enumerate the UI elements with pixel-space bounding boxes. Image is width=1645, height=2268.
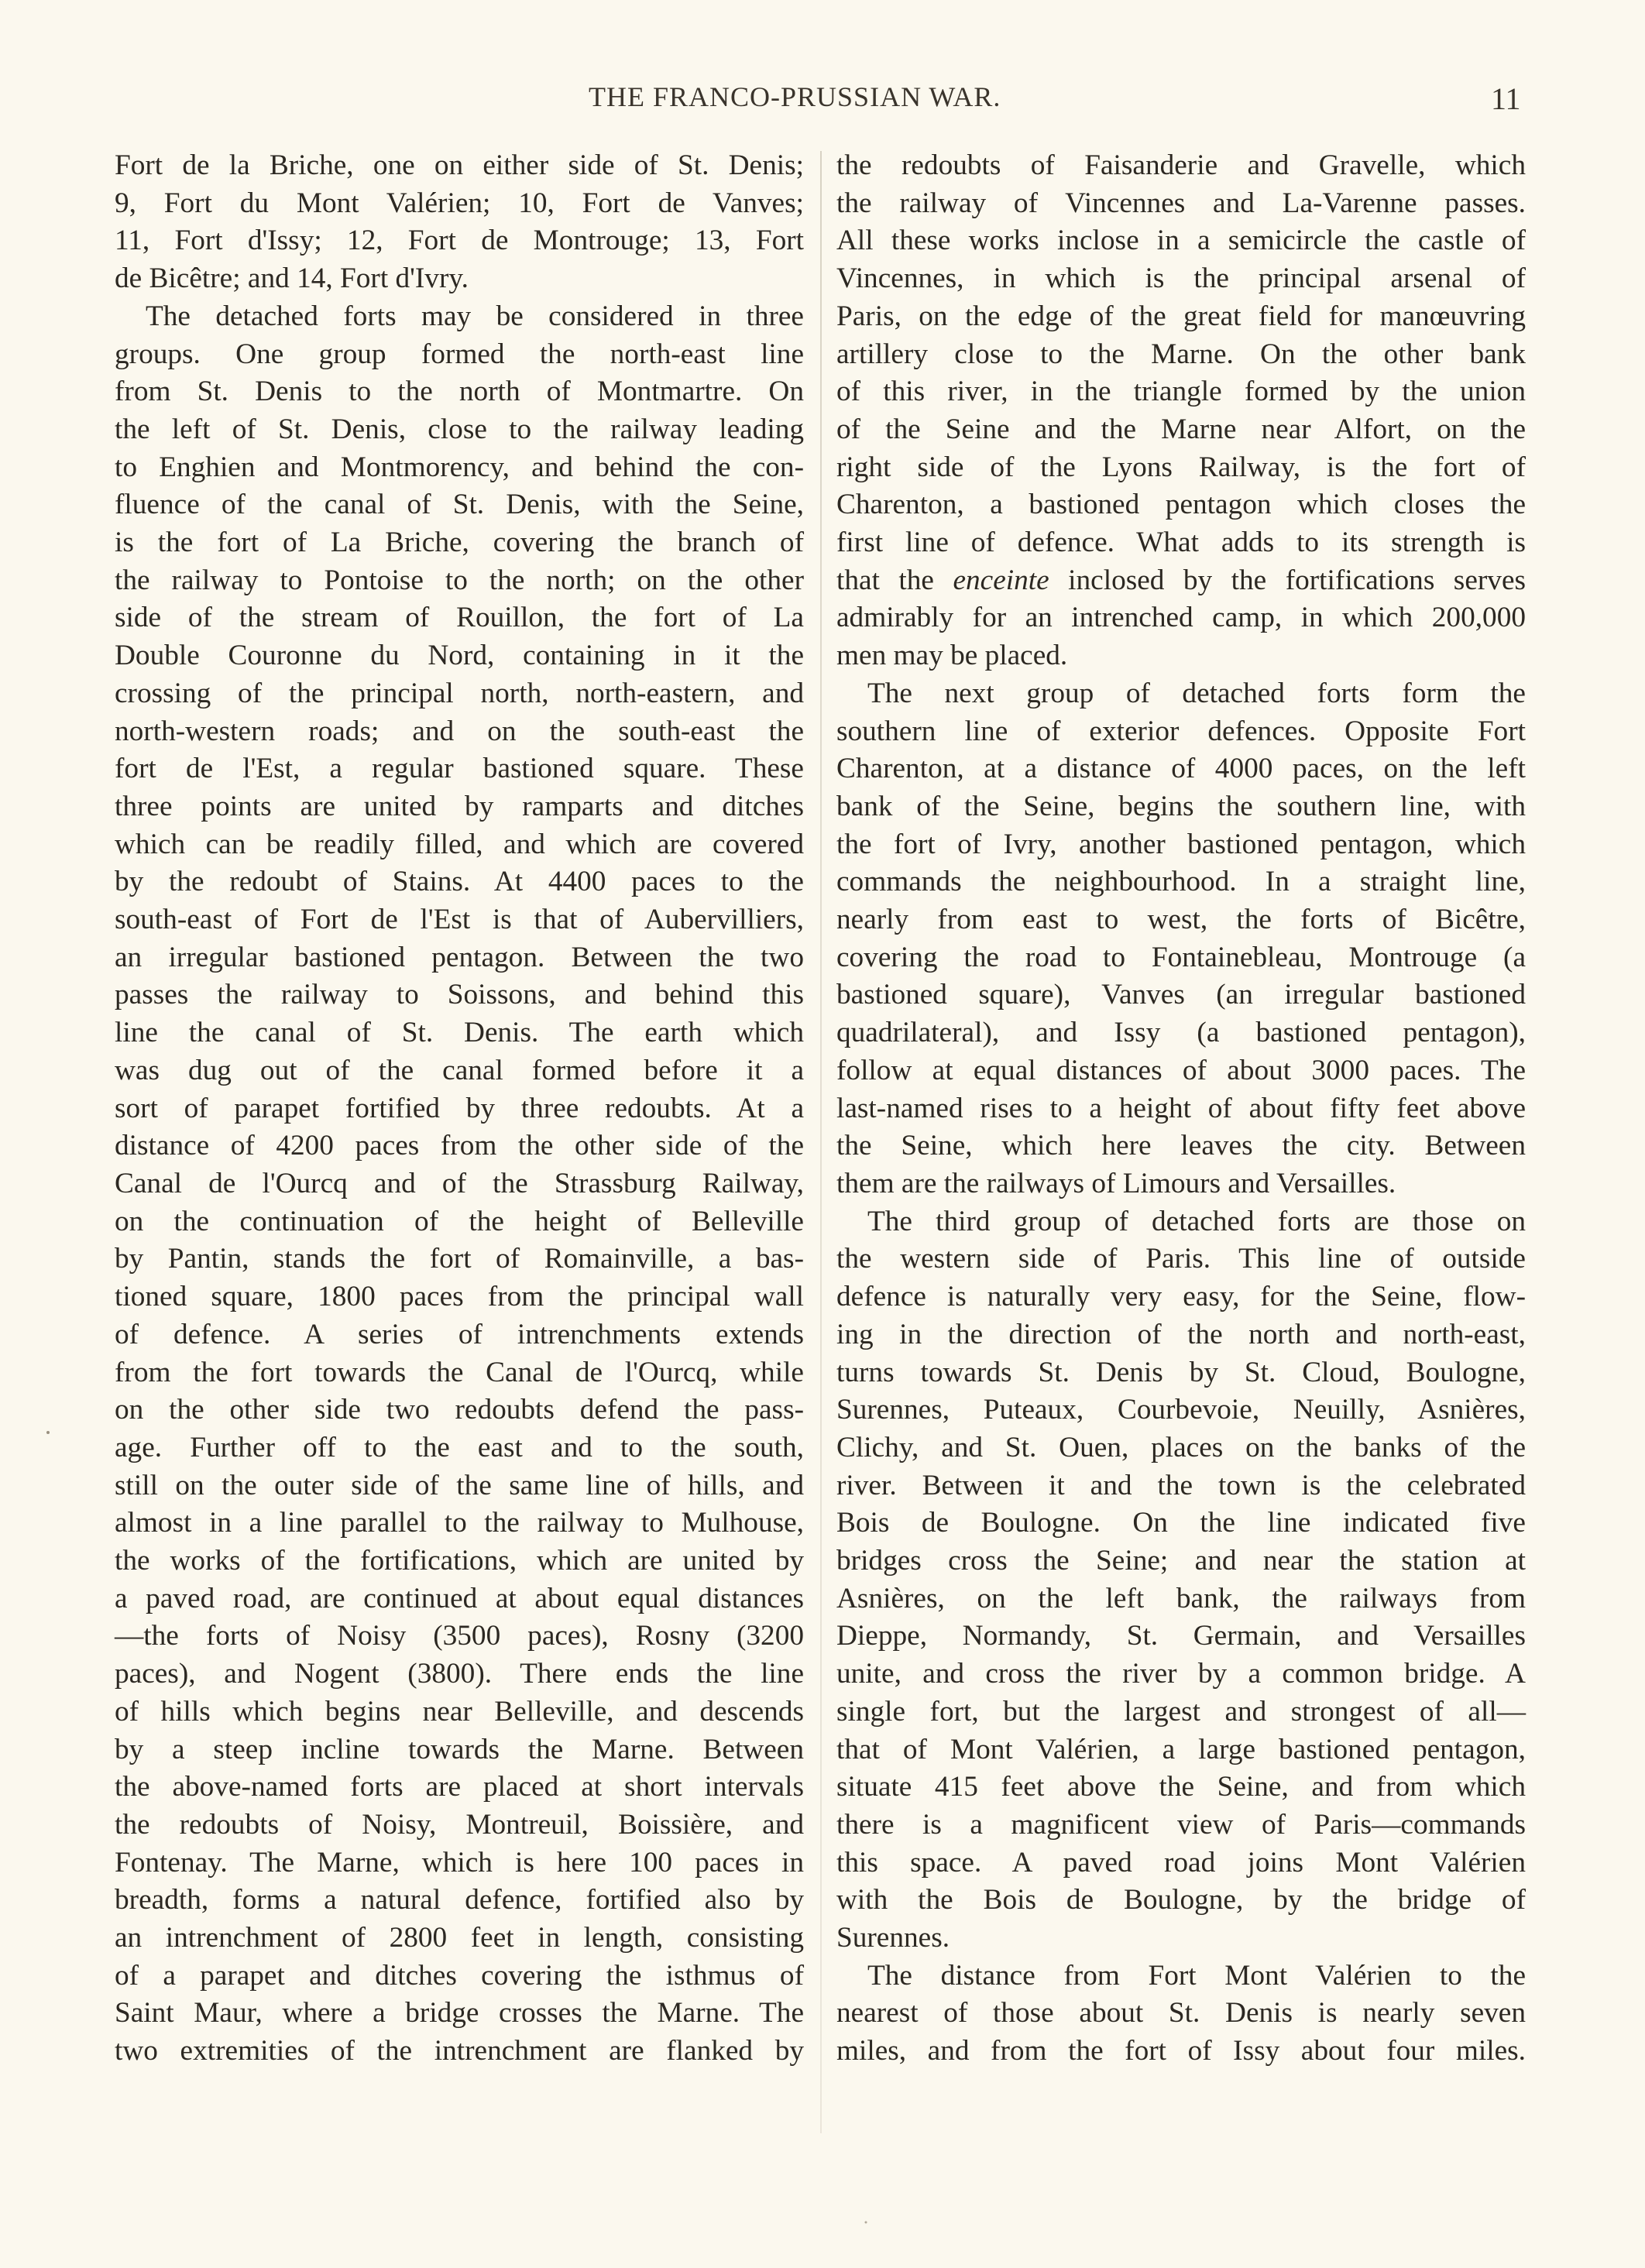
text-line: Charenton, a bastioned pentagon which closes the [836,489,1526,521]
text-line: Paris, on the edge of the great field for manœuvring [836,300,1526,332]
text-fragment: that the [836,564,934,596]
text-line: distance of 4200 paces from the other side of the [115,1130,804,1162]
page-number: 11 [1491,81,1521,116]
text-line: the left of St. Denis, close to the railway leading [115,413,804,445]
text-line: turns towards St. Denis by St. Cloud, Boulogne, [836,1356,1526,1388]
text-line: an intrenchment of 2800 feet in length, consisting [115,1922,804,1954]
text-line: south-east of Fort de l'Est is that of Aubervilliers, [115,904,804,936]
text-line: which can be readily filled, and which are covered [115,828,804,860]
text-line: Fontenay. The Marne, which is here 100 paces in [115,1846,804,1879]
text-line: Double Couronne du Nord, containing in it the [115,640,804,672]
text-line: The distance from Fort Mont Valérien to the [867,1959,1526,1992]
text-line: The next group of detached forts form the [867,677,1526,709]
text-line: sort of parapet fortified by three redoubts. At a [115,1092,804,1124]
text-fragment: inclosed by the fortifications serves [1068,564,1527,596]
text-line: the redoubts of Noisy, Montreuil, Boissière, and [115,1808,804,1841]
text-line: bridges cross the Seine; and near the station at [836,1545,1526,1577]
text-line: river. Between it and the town is the celebrated [836,1469,1526,1501]
text-line: the railway to Pontoise to the north; on the other [115,564,804,596]
text-line: by the redoubt of Stains. At 4400 paces to the [115,866,804,898]
text-line: to Enghien and Montmorency, and behind the con- [115,451,804,483]
text-line: ing in the direction of the north and north-east, [836,1318,1526,1350]
text-line: north-western roads; and on the south-east the [115,715,804,747]
text-line: unite, and cross the river by a common bridge. A [836,1658,1526,1690]
text-line: the railway of Vincennes and La-Varenne passes. [836,187,1526,219]
text-line: artillery close to the Marne. On the other bank [836,338,1526,370]
text-line: with the Bois de Boulogne, by the bridge of [836,1884,1526,1916]
text-line: men may be placed. [836,640,1068,672]
text-line: Surennes, Puteaux, Courbevoie, Neuilly, Asnières, [836,1394,1526,1426]
text-line: Asnières, on the left bank, the railways from [836,1582,1526,1614]
text-line: Canal de l'Ourcq and of the Strassburg Railway, [115,1167,804,1199]
text-line: right side of the Lyons Railway, is the fort of [836,451,1526,483]
text-line: from St. Denis to the north of Montmartre. On [115,376,804,408]
text-line: crossing of the principal north, north-eastern, and [115,677,804,709]
text-line: the Seine, which here leaves the city. Between [836,1130,1526,1162]
text-line: de Bicêtre; and 14, Fort d'Ivry. [115,262,469,295]
text-line: an irregular bastioned pentagon. Between the two [115,941,804,973]
text-line: a paved road, are continued at about equal distances [115,1582,804,1614]
text-line: Charenton, at a distance of 4000 paces, on the left [836,753,1526,785]
text-line: the western side of Paris. This line of outside [836,1243,1526,1275]
text-line: there is a magnificent view of Paris—commands [836,1808,1526,1841]
text-line: tioned square, 1800 paces from the principal wall [115,1281,804,1313]
text-line: covering the road to Fontainebleau, Montrouge (a [836,941,1526,973]
text-line: single fort, but the largest and strongest of all— [836,1695,1526,1728]
text-line: of hills which begins near Belleville, and descends [115,1695,804,1728]
text-line: fort de l'Est, a regular bastioned square. These [115,753,804,785]
italic-term: enceinte [953,564,1049,596]
text-line: line the canal of St. Denis. The earth which [115,1017,804,1049]
text-line: last-named rises to a height of about fifty feet above [836,1092,1526,1124]
text-line: almost in a line parallel to the railway to Mulhouse, [115,1507,804,1539]
text-line: Saint Maur, where a bridge crosses the Marne. The [115,1997,804,2030]
text-line: the works of the fortifications, which are united by [115,1545,804,1577]
text-line: All these works inclose in a semicircle the castle of [836,225,1526,257]
text-line: of this river, in the triangle formed by the union [836,376,1526,408]
text-line: the fort of Ivry, another bastioned pentagon, which [836,828,1526,860]
text-line: by a steep incline towards the Marne. Between [115,1733,804,1765]
text-line: nearest of those about St. Denis is nearly seven [836,1997,1526,2030]
text-line: that of Mont Valérien, a large bastioned pentagon, [836,1733,1526,1765]
text-line: situate 415 feet above the Seine, and from which [836,1771,1526,1803]
text-line: miles, and from the fort of Issy about four miles. [836,2035,1526,2067]
text-line: 11, Fort d'Issy; 12, Fort de Montrouge; 13, Fort [115,225,804,257]
text-line: commands the neighbourhood. In a straight line, [836,866,1526,898]
text-line: admirably for an intrenched camp, in which 200,000 [836,602,1526,634]
text-line: Dieppe, Normandy, St. Germain, and Versailles [836,1620,1526,1652]
text-line: side of the stream of Rouillon, the fort of La [115,602,804,634]
text-line: groups. One group formed the north-east line [115,338,804,370]
text-line: quadrilateral), and Issy (a bastioned pentagon), [836,1017,1526,1049]
text-line: bastioned square), Vanves (an irregular bastioned [836,979,1526,1011]
text-line: two extremities of the intrenchment are flanked by [115,2035,804,2067]
text-line: of the Seine and the Marne near Alfort, on the [836,413,1526,445]
text-line: age. Further off to the east and to the south, [115,1431,804,1463]
text-line: defence is naturally very easy, for the Seine, flow- [836,1281,1526,1313]
text-line: the above-named forts are placed at short intervals [115,1771,804,1803]
text-line: first line of defence. What adds to its strength is [836,527,1526,559]
text-line: Clichy, and St. Ouen, places on the banks of the [836,1431,1526,1463]
text-line: of a parapet and ditches covering the isthmus of [115,1959,804,1992]
text-line: 9, Fort du Mont Valérien; 10, Fort de Vanves; [115,187,804,219]
text-line: this space. A paved road joins Mont Valérien [836,1846,1526,1879]
text-line: Surennes. [836,1922,950,1954]
text-line: still on the outer side of the same line of hills, and [115,1469,804,1501]
text-line: Fort de la Briche, one on either side of St. Denis; [115,149,804,181]
text-line: from the fort towards the Canal de l'Ourcq, while [115,1356,804,1388]
text-line: on the continuation of the height of Belleville [115,1205,804,1237]
running-title: THE FRANCO-PRUSSIAN WAR. [589,81,1001,112]
text-line: by Pantin, stands the fort of Romainville, a bas- [115,1243,804,1275]
text-line: paces), and Nogent (3800). There ends the line [115,1658,804,1690]
text-line: The third group of detached forts are those on [867,1205,1526,1237]
text-line: of defence. A series of intrenchments extends [115,1318,804,1350]
text-line: passes the railway to Soissons, and behind this [115,979,804,1011]
paper-speck [46,1431,50,1434]
paper-speck [865,2222,867,2224]
text-line: southern line of exterior defences. Opposite Fort [836,715,1526,747]
text-line: Vincennes, in which is the principal arsenal of [836,262,1526,295]
text-line: The detached forts may be considered in three [146,300,804,332]
text-line: follow at equal distances of about 3000 paces. The [836,1054,1526,1086]
text-line: fluence of the canal of St. Denis, with the Seine, [115,489,804,521]
text-line: nearly from east to west, the forts of Bicêtre, [836,904,1526,936]
text-line: breadth, forms a natural defence, fortified also by [115,1884,804,1916]
text-line: three points are united by ramparts and ditches [115,790,804,822]
text-line: the redoubts of Faisanderie and Gravelle, which [836,149,1526,181]
text-line: is the fort of La Briche, covering the branch of [115,527,804,559]
text-line: Bois de Boulogne. On the line indicated five [836,1507,1526,1539]
text-line: them are the railways of Limours and Versailles. [836,1167,1396,1199]
text-line: bank of the Seine, begins the southern line, with [836,790,1526,822]
text-line: on the other side two redoubts defend the pass- [115,1394,804,1426]
text-line: —the forts of Noisy (3500 paces), Rosny (3200 [115,1620,804,1652]
text-line: was dug out of the canal formed before it a [115,1054,804,1086]
